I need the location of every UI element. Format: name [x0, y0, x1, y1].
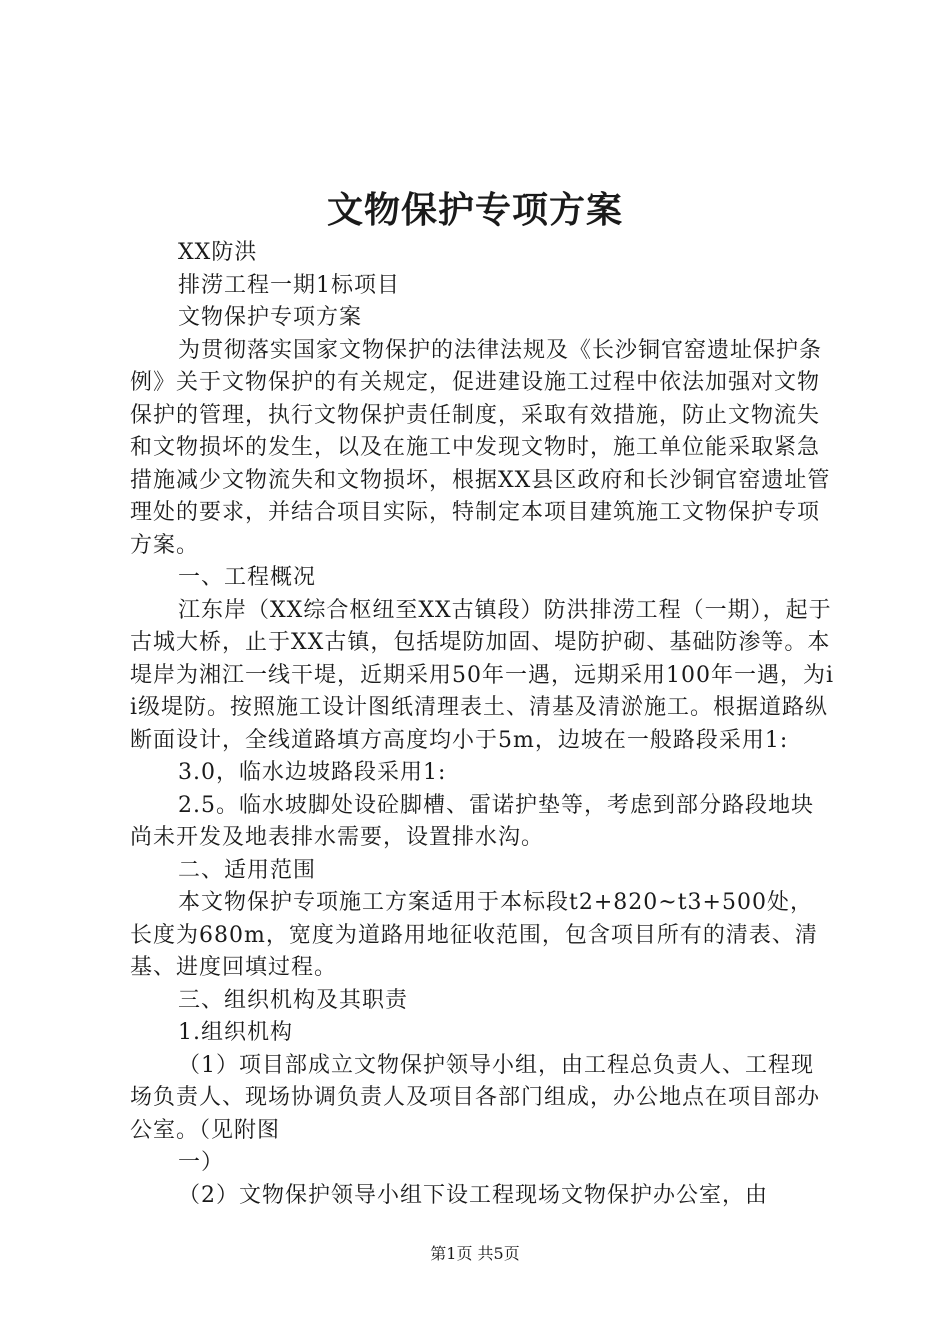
subsection-heading: 1.组织机构 [178, 1020, 293, 1045]
paragraph: 排涝工程一期1标项目 [178, 272, 400, 298]
paragraph: （2）文物保护领导小组下设工程现场文物保护办公室，由 [178, 1182, 768, 1208]
paragraph: （1）项目部成立文物保护领导小组，由工程总负责人、工程现场负责人、现场协调负责人及项目各部门组成，办公地点在项目部办公室。（见附图 [130, 1052, 821, 1143]
section-heading: 三、组织机构及其职责 [178, 987, 409, 1013]
paragraph: 为贯彻落实国家文物保护的法律法规及《长沙铜官窑遗址保护条例》关于文物保护的有关规定，促进建设施工过程中依法加强对文物保护的管理，执行文物保护责任制度，采取有效措施，防止文物流失和文物损坏的发生，以及在施工中发现文物时，施工单位能采取紧急措施减少文物流失和文物损坏，根据XX县区政府和长沙铜官窑遗址管理处的要求，并结合项目实际，特制定本项目建筑施工文物保护专项方案。 [130, 337, 831, 558]
paragraph: XX防洪 [178, 240, 258, 265]
page-footer: 第1页 共5页 [430, 1244, 520, 1263]
paragraph: 文物保护专项方案 [178, 305, 363, 330]
paragraph: 一） [178, 1150, 225, 1175]
document-body [130, 237, 835, 1212]
paragraph: 本文物保护专项施工方案适用于本标段t2+820~t3+500处，长度为680m，宽度为道路用地征收范围，包含项目所有的清表、清基、进度回填过程。 [130, 890, 818, 980]
paragraph: 3.0，临水边坡路段采用1: [178, 760, 447, 785]
section-heading: 一、工程概况 [178, 565, 317, 590]
page-title: 文物保护专项方案 [326, 189, 623, 231]
paragraph: 2.5。临水坡脚处设砼脚槽、雷诺护垫等，考虑到部分路段地块尚未开发及地表排水需要，设置排水沟。 [130, 792, 814, 850]
paragraph: 江东岸（XX综合枢纽至XX古镇段）防洪排涝工程（一期），起于古城大桥，止于XX古镇，包括堤防加固、堤防护砌、基础防渗等。本堤岸为湘江一线干堤，近期采用50年一遇，远期采用100年一遇，为ii级堤防。按照施工设计图纸清理表土、清基及清淤施工。根据道路纵断面设计，全线道路填方高度均小于5m，边坡在一般路段采用1: [130, 597, 835, 753]
section-heading: 二、适用范围 [178, 857, 317, 883]
